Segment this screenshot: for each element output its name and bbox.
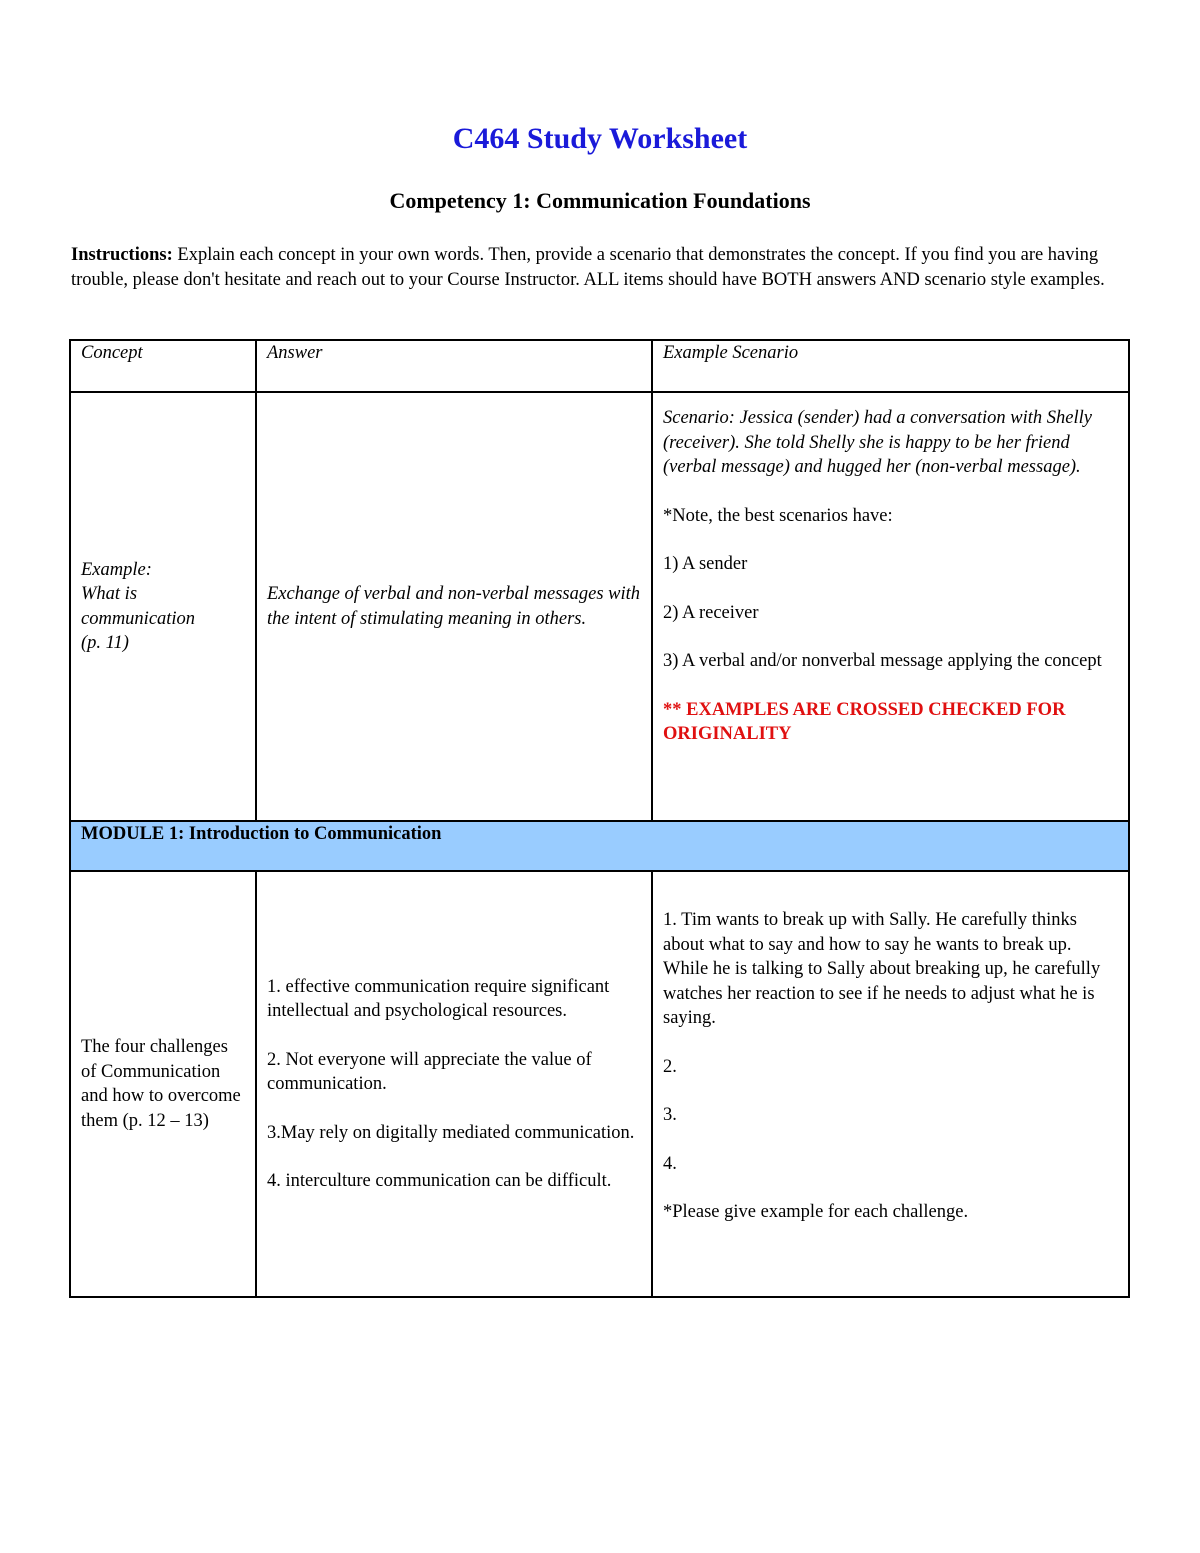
header-example-scenario: Example Scenario bbox=[652, 340, 1129, 392]
challenge-scenario: 2. bbox=[663, 1056, 677, 1077]
worksheet-table bbox=[69, 339, 1130, 1298]
challenge-answer: 2. Not everyone will appreciate the value of communication. bbox=[267, 1049, 592, 1094]
challenge-scenario: 3. bbox=[663, 1105, 677, 1125]
challenge-answer: 3.May rely on digitally mediated communication. bbox=[267, 1122, 635, 1143]
table-row bbox=[70, 871, 1129, 1297]
challenge-scenario-note: *Please give example for each challenge. bbox=[663, 1202, 969, 1222]
example-scenario-cell bbox=[652, 392, 1129, 821]
example-concept-line: What is bbox=[81, 584, 138, 604]
originality-warning: ** EXAMPLES ARE CROSSED CHECKED FOR ORIGINALITY bbox=[663, 699, 1066, 744]
example-concept-cell bbox=[70, 392, 256, 821]
challenge-answer: 1. effective communication require significant intellectual and psychological resources. bbox=[267, 976, 610, 1021]
challenge-scenario-cell bbox=[652, 871, 1129, 1297]
competency-subtitle: Competency 1: Communication Foundations bbox=[389, 188, 811, 213]
instructions-text: Explain each concept in your own words. Then, provide a scenario that demonstrates the concept. If you find you are having trouble, please don't hesitate and reach out to your Course Instructor. ALL items should have BOTH answers AND scenario style examples. bbox=[71, 245, 1105, 290]
header-answer: Answer bbox=[256, 340, 652, 392]
document-title: C464 Study Worksheet bbox=[452, 122, 748, 155]
example-concept-line: (p. 11) bbox=[81, 633, 129, 653]
example-concept-line: Example: bbox=[81, 559, 152, 580]
module-header-row bbox=[70, 821, 1129, 871]
instructions-label: Instructions: bbox=[71, 245, 173, 265]
challenge-concept-cell: The four challenges of Communication and how to overcome them (p. 12 – 13) bbox=[70, 871, 256, 1297]
scenario-item: 2) A receiver bbox=[663, 602, 759, 623]
challenge-scenario: 1. Tim wants to break up with Sally. He carefully thinks about what to say and how to say he wants to break up. While he is talking to Sally about breaking up, he carefully watches her reaction to see if he needs to adjust what he is saying. bbox=[663, 910, 1101, 1028]
scenario-intro: Scenario: Jessica (sender) had a conversation with Shelly (receiver). She told Shelly she is happy to be her friend (verbal message) and hugged her (non-verbal message). bbox=[663, 408, 1092, 477]
module-title: MODULE 1: Introduction to Communication bbox=[70, 821, 1129, 871]
instructions-paragraph bbox=[71, 243, 1131, 293]
example-answer-cell: Exchange of verbal and non-verbal messages with the intent of stimulating meaning in others. bbox=[256, 392, 652, 821]
scenario-note: *Note, the best scenarios have: bbox=[663, 505, 893, 526]
challenge-answer: 4. interculture communication can be difficult. bbox=[267, 1171, 612, 1191]
header-concept: Concept bbox=[70, 340, 256, 392]
example-concept-line: communication bbox=[81, 608, 196, 629]
challenge-answer-cell bbox=[256, 871, 652, 1297]
table-header-row bbox=[70, 340, 1129, 392]
scenario-item: 3) A verbal and/or nonverbal message applying the concept bbox=[663, 651, 1102, 671]
scenario-item: 1) A sender bbox=[663, 554, 748, 574]
table-row bbox=[70, 392, 1129, 821]
challenge-scenario: 4. bbox=[663, 1153, 677, 1174]
